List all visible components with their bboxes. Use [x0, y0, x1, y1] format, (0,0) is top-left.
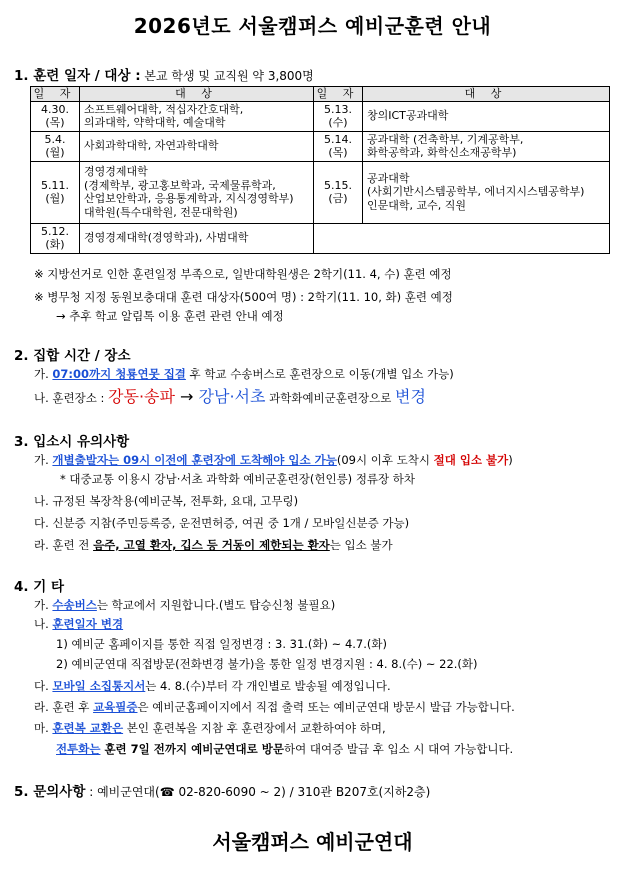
boots-visit: 훈련 7일 전까지 예비군연대로 방문: [100, 742, 284, 756]
section-3-heading: 3. 입소시 유의사항: [14, 434, 130, 450]
assembly-time-rest: 후 학교 수송버스로 훈련장으로 이동(개별 입소 가능): [185, 367, 454, 381]
row-target: 창의ICT공과대학: [363, 101, 610, 131]
certificate-rest: 은 예비군홈페이지에서 직접 출력 또는 예비군연대 방문시 발급 가능합니다.: [137, 700, 515, 714]
location-mid: 과학화예비군훈련장으로: [265, 391, 395, 405]
certificate-highlight: 교육필증: [93, 700, 138, 714]
row-date: 5.4. (월): [31, 131, 80, 161]
arrival-deadline-highlight: 개별출발자는 09시 이전에 훈련장에 도착해야 입소 가능: [52, 453, 337, 467]
uniform-exchange-rest: 본인 훈련복을 지참 후 훈련장에서 교환하여야 하며,: [123, 721, 386, 735]
id-required-line: 다. 신분증 지참(주민등록증, 운전면허증, 여권 중 1개 / 모바일신분증 가능): [34, 516, 410, 530]
boots-rental-rest: 하여 대여증 발급 후 입소 시 대여 가능합니다.: [283, 742, 514, 756]
header-date-1: 일 자: [31, 87, 80, 102]
uniform-exchange-line: [34, 720, 386, 736]
item-label: 마.: [34, 721, 53, 735]
item-label: 나. 훈련장소 :: [34, 391, 109, 405]
footer-organization: 서울캠퍼스 예비군연대: [212, 830, 413, 854]
training-location-line: [34, 384, 426, 407]
row-date: 5.11. (월): [31, 161, 80, 223]
item-label: 가.: [34, 598, 53, 612]
row-date: 5.12. (화): [31, 223, 80, 253]
contact-info: : 예비군연대(☎ 02-820-6090 ~ 2) / 310관 B207호(지하2층): [85, 785, 431, 799]
date-change-highlight: 훈련일자 변경: [52, 617, 124, 631]
row-target: 경영경제대학 (경제학부, 광고홍보학과, 국제물류학과, 산업보안학과, 응용통계학과, 지식경영학부) 대학원(특수대학원, 전문대학원): [80, 161, 314, 223]
arrow: →: [174, 387, 199, 406]
table-row: [31, 223, 610, 253]
section-1-title: 1. 훈련 일자 / 대상 :: [14, 68, 141, 84]
mobile-notice-highlight: 모바일 소집통지서: [52, 679, 146, 693]
bus-highlight: 수송버스: [52, 598, 97, 612]
item-label: 가.: [34, 453, 53, 467]
table-row: [31, 161, 610, 223]
dress-code-line: 나. 규정된 복장착용(예비군복, 전투화, 요대, 고무링): [34, 494, 299, 508]
no-entry-warning: 절대 입소 불가: [433, 453, 509, 467]
section-1-subtitle: 본교 학생 및 교직원 약 3,800명: [140, 69, 314, 83]
note-followup: → 추후 학교 알림톡 이용 훈련 관련 안내 예정: [56, 309, 284, 323]
header-target-2: 대 상: [363, 87, 610, 102]
date-change-online: 1) 예비군 홈페이지를 통한 직접 일정변경 : 3. 31.(화) ~ 4.7.(화): [56, 637, 387, 651]
arrival-deadline-mid: (09시 이후 도착시: [336, 453, 434, 467]
public-transport-note: * 대중교통 이용시 강남·서초 과학화 예비군훈련장(헌인릉) 정류장 하차: [60, 472, 416, 486]
date-change-visit: 2) 예비군연대 직접방문(전화변경 불가)을 통한 일정 변경지원 : 4. 8.(수) ~ 22.(화): [56, 657, 478, 671]
item-label: 다.: [34, 679, 53, 693]
restriction-highlight: 음주, 고열 환자, 깁스 등 거동이 제한되는 환자: [93, 538, 330, 552]
row-date: 5.14. (목): [314, 131, 363, 161]
header-target-1: 대 상: [80, 87, 314, 102]
date-change-line: [34, 616, 123, 632]
uniform-exchange-highlight: 훈련복 교환은: [52, 721, 124, 735]
new-location: 강남·서초: [198, 387, 266, 406]
section-4-heading: 4. 기 타: [14, 579, 65, 595]
row-empty-cell: [314, 223, 610, 253]
row-date: 4.30. (목): [31, 101, 80, 131]
row-date: 5.13. (수): [314, 101, 363, 131]
table-row: [31, 131, 610, 161]
row-target: 사회과학대학, 자연과학대학: [80, 131, 314, 161]
mobile-notice-rest: 는 4. 8.(수)부터 각 개인별로 발송될 예정입니다.: [145, 679, 391, 693]
bus-support-line: [34, 597, 335, 613]
note-grad-students: ※ 지방선거로 인한 훈련일정 부족으로, 일반대학원생은 2학기(11. 4, 수) 훈련 예정: [34, 267, 452, 281]
table-row: [31, 101, 610, 131]
row-target: 공과대학 (사회기반시스템공학부, 에너지시스템공학부) 인문대학, 교수, 직원: [363, 161, 610, 223]
arrival-deadline-line: [34, 452, 513, 468]
row-target: 소프트웨어대학, 적십자간호대학, 의과대학, 약학대학, 예술대학: [80, 101, 314, 131]
row-date: 5.15. (금): [314, 161, 363, 223]
item-label: 라. 훈련 후: [34, 700, 94, 714]
mobile-notice-line: [34, 678, 391, 694]
old-location: 강동·송파: [108, 387, 175, 406]
section-1-heading: [14, 64, 314, 84]
section-2-heading: 2. 집합 시간 / 장소: [14, 348, 131, 364]
item-label: 가.: [34, 367, 53, 381]
section-5-title: 5. 문의사항: [14, 784, 86, 800]
location-change: 변경: [394, 387, 426, 406]
restriction-end: 는 입소 불가: [329, 538, 393, 552]
header-date-2: 일 자: [314, 87, 363, 102]
boots-rental-line: [56, 741, 513, 757]
bus-support-rest: 는 학교에서 지원합니다.(별도 탑승신청 불필요): [96, 598, 336, 612]
section-5-heading: [14, 780, 430, 800]
item-label: 라. 훈련 전: [34, 538, 94, 552]
page-title: 2026년도 서울캠퍼스 예비군훈련 안내: [133, 14, 492, 38]
row-target: 경영경제대학(경영학과), 사범대학: [80, 223, 314, 253]
certificate-line: [34, 699, 515, 715]
table-header-row: [31, 87, 610, 102]
boots-highlight: 전투화는: [56, 742, 101, 756]
item-label: 나.: [34, 617, 53, 631]
arrival-deadline-end: ): [508, 453, 513, 467]
assembly-time-highlight: 07:00까지 청룡연못 집결: [52, 367, 186, 381]
schedule-table: [30, 86, 610, 254]
note-mobilization: ※ 병무청 지정 동원보충대대 훈련 대상자(500여 명) : 2학기(11. 10, 화) 훈련 예정: [34, 290, 453, 304]
row-target: 공과대학 (건축학부, 기계공학부, 화학공학과, 화학신소재공학부): [363, 131, 610, 161]
assembly-time-line: [34, 366, 454, 382]
restriction-line: [34, 537, 393, 553]
